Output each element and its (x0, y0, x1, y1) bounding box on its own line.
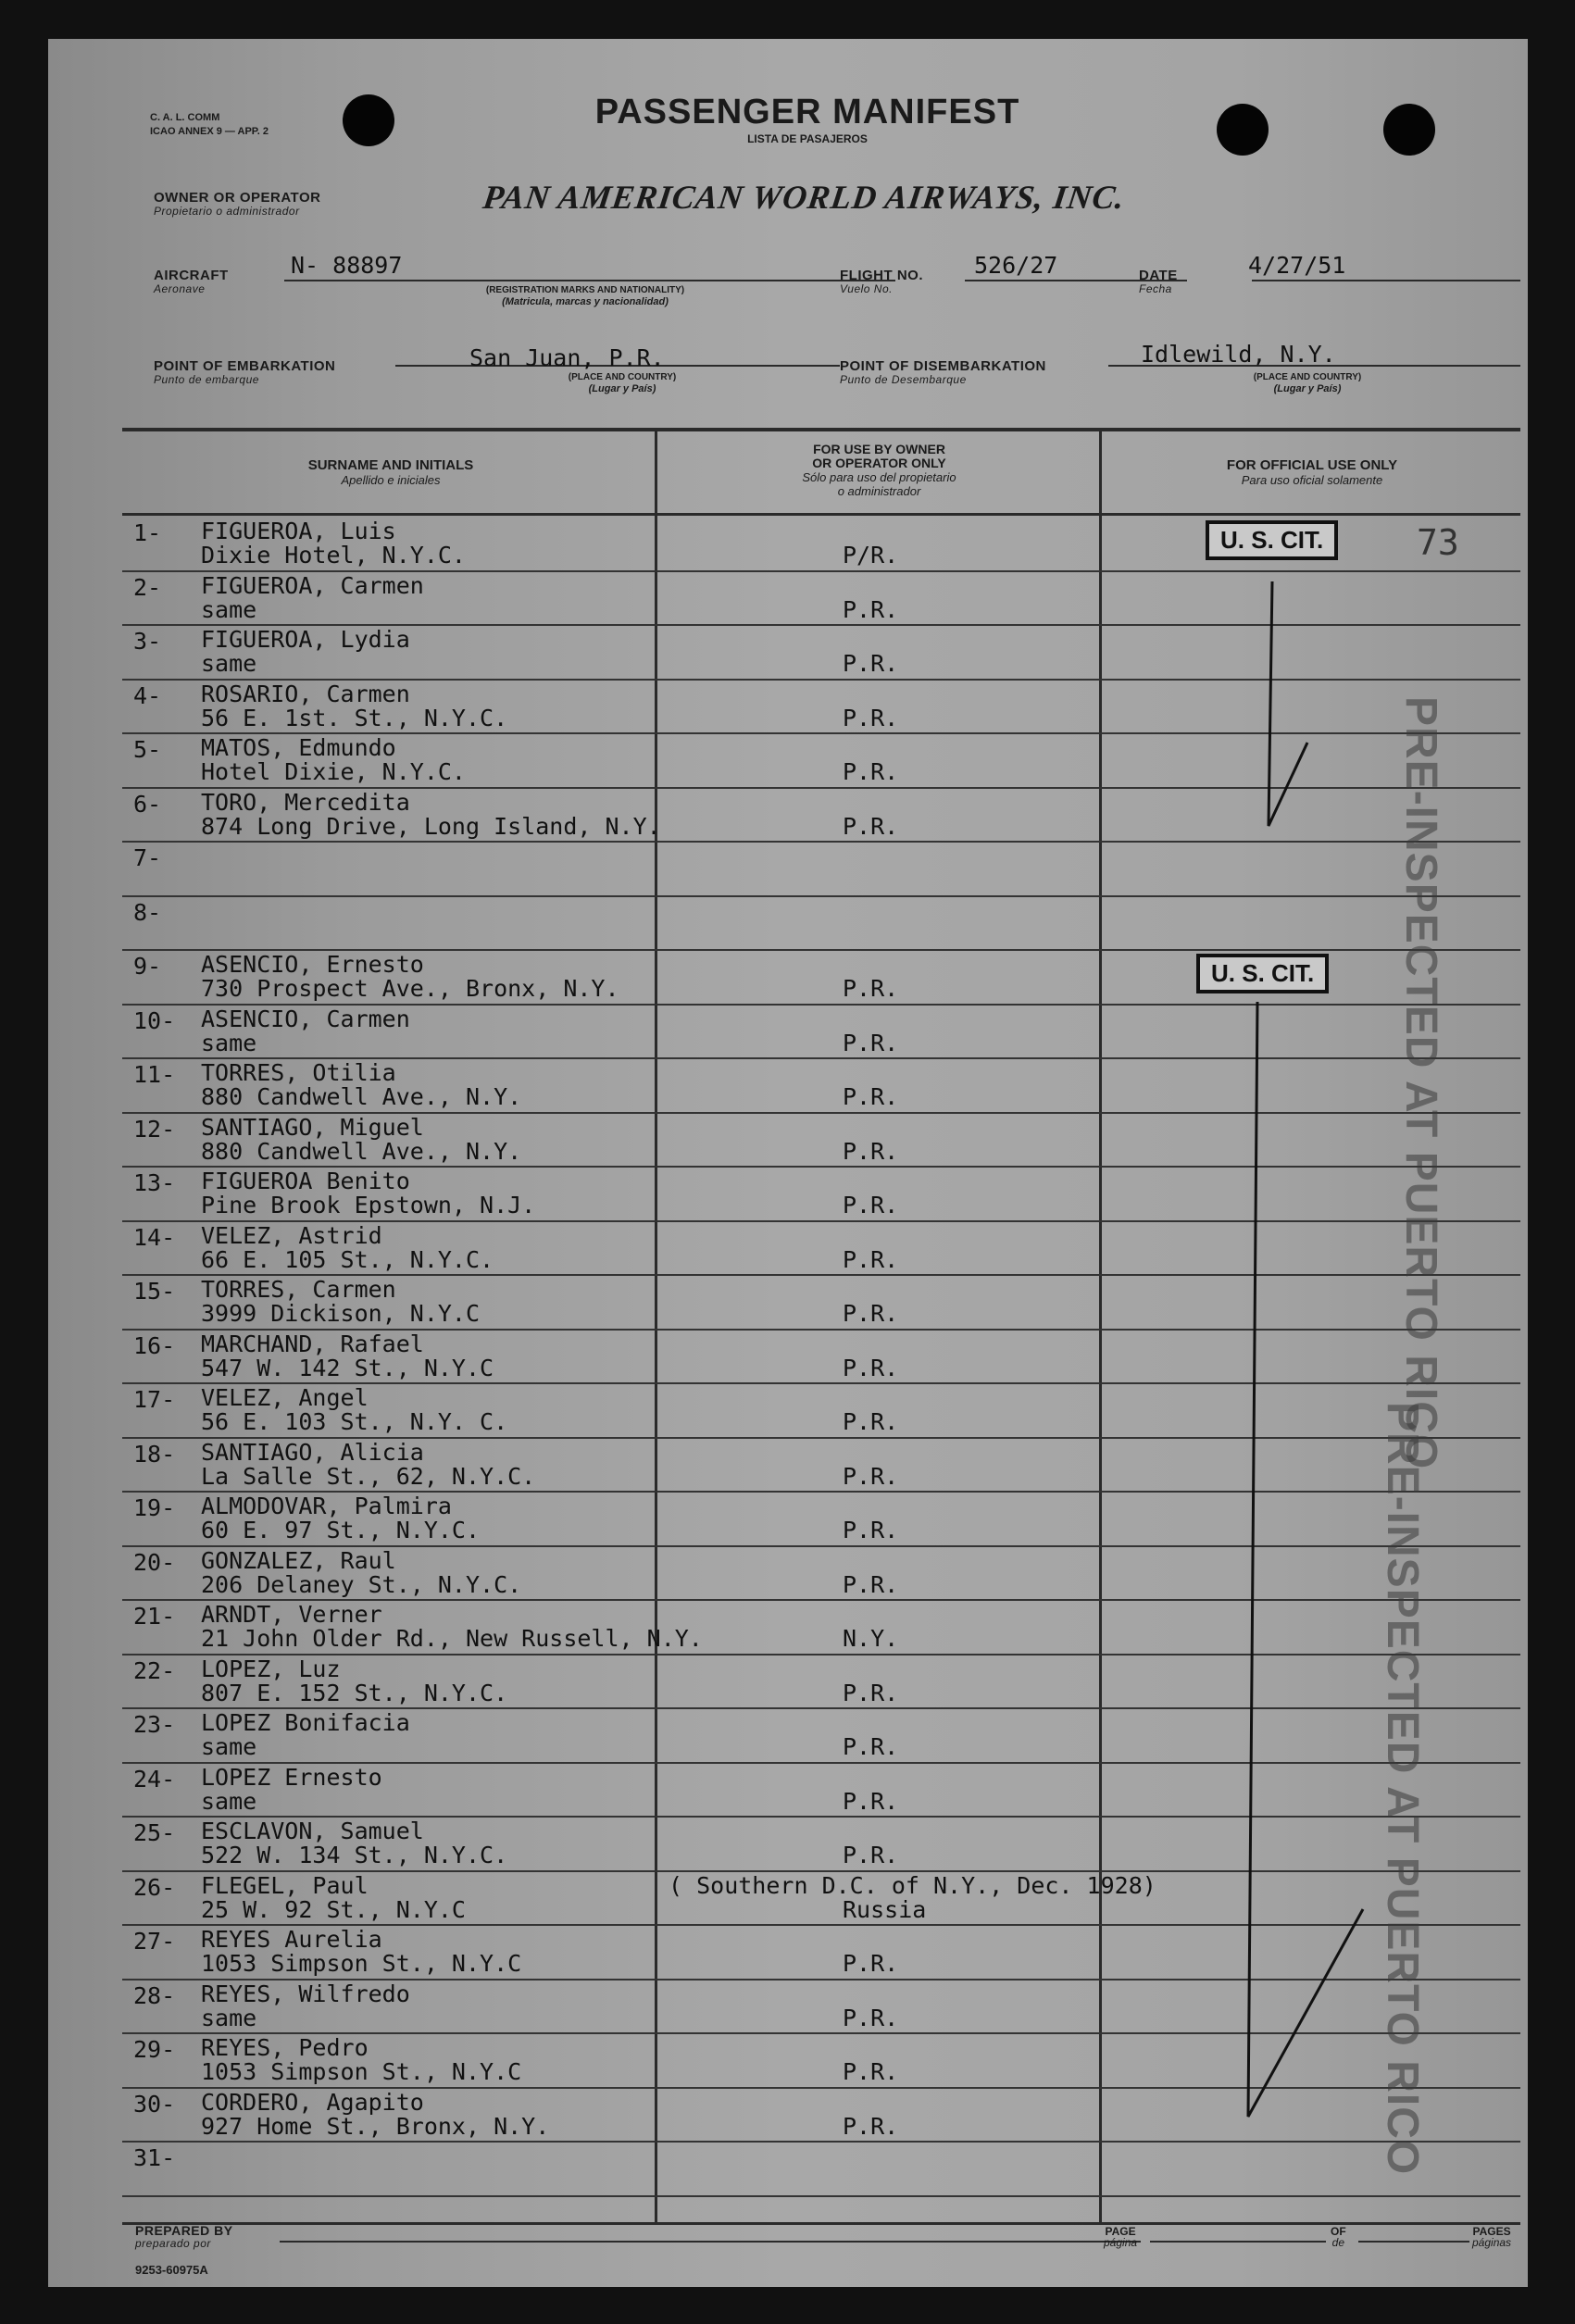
owner-label-en: OWNER OR OPERATOR (154, 190, 321, 206)
passenger-address: 880 Candwell Ave., N.Y. (201, 1083, 522, 1110)
of-label (1331, 2226, 1346, 2248)
passenger-origin: N.Y. (843, 1625, 899, 1652)
aircraft-value: N- 88897 (291, 252, 403, 279)
passenger-address: same (201, 1733, 257, 1760)
manifest-sheet (48, 39, 1528, 2287)
aircraft-label-en: AIRCRAFT (154, 268, 229, 283)
passenger-address: 56 E. 1st. St., N.Y.C. (201, 704, 508, 731)
passenger-origin: P.R. (843, 975, 899, 1002)
passenger-address: 56 E. 103 St., N.Y. C. (201, 1408, 508, 1435)
passenger-origin: P.R. (843, 1733, 899, 1760)
pages-label-en: PAGES (1472, 2225, 1511, 2238)
row-number: 7- (133, 844, 162, 871)
passenger-name: ROSARIO, Carmen (201, 680, 410, 707)
passenger-address: same (201, 595, 257, 623)
disembark-label-en: POINT OF DISEMBARKATION (840, 358, 1046, 374)
passenger-address: 206 Delaney St., N.Y.C. (201, 1570, 522, 1598)
passenger-name: TORRES, Carmen (201, 1276, 396, 1303)
passenger-name: MARCHAND, Rafael (201, 1330, 424, 1357)
passenger-origin: P.R. (843, 1300, 899, 1327)
page-label-en: PAGE (1105, 2225, 1136, 2238)
registration-note-es: (Matricula, marcas y nacionalidad) (502, 296, 669, 307)
passenger-origin: P.R. (843, 1462, 899, 1490)
row-number: 28- (133, 1981, 176, 2009)
passenger-name: VELEZ, Angel (201, 1384, 369, 1411)
passenger-address: 1053 Simpson St., N.Y.C (201, 1950, 522, 1977)
passenger-name: REYES Aurelia (201, 1926, 382, 1953)
prepared-by-label (135, 2224, 233, 2250)
check-mark-1 (1269, 581, 1307, 826)
passenger-address: 1053 Simpson St., N.Y.C (201, 2058, 522, 2085)
passenger-name: FLEGEL, Paul (201, 1871, 369, 1899)
passenger-origin: P.R. (843, 758, 899, 785)
disembark-label-es: Punto de Desembarque (840, 373, 967, 386)
row-number: 13- (133, 1169, 176, 1196)
row-number: 29- (133, 2036, 176, 2063)
row-number: 17- (133, 1386, 176, 1413)
passenger-origin: P.R. (843, 2004, 899, 2031)
date-label-es: Fecha (1139, 282, 1172, 295)
passenger-origin: P.R. (843, 1679, 899, 1706)
prepared-by-label-es: preparado por (135, 2237, 211, 2250)
pages-label (1472, 2226, 1511, 2248)
passenger-address: same (201, 2004, 257, 2031)
passenger-name: LOPEZ Ernesto (201, 1763, 382, 1791)
row-number: 24- (133, 1765, 176, 1793)
passenger-origin: P.R. (843, 1408, 899, 1435)
passenger-origin: P.R. (843, 1517, 899, 1543)
row-number: 8- (133, 898, 162, 926)
row-number: 5- (133, 736, 162, 763)
form-code-line1: C. A. L. COMM (150, 112, 220, 123)
pre-inspected-stamp-2: PRE-INSPECTED AT PUERTO RICO (1378, 1402, 1427, 2176)
registration-note-en: (REGISTRATION MARKS AND NATIONALITY) (485, 285, 685, 295)
row-number: 11- (133, 1061, 176, 1088)
passenger-origin: P.R. (843, 1570, 899, 1598)
prepared-by-rule (280, 2241, 1141, 2243)
passenger-name: LOPEZ, Luz (201, 1655, 341, 1682)
row-number: 9- (133, 953, 162, 980)
passenger-address: 25 W. 92 St., N.Y.C (201, 1895, 466, 1923)
page-rule (1150, 2241, 1326, 2243)
row-number: 21- (133, 1603, 176, 1630)
of-label-en: OF (1331, 2225, 1346, 2238)
passenger-name: SANTIAGO, Miguel (201, 1113, 424, 1141)
passenger-address: 927 Home St., Bronx, N.Y. (201, 2112, 550, 2140)
passenger-name: FIGUEROA Benito (201, 1168, 410, 1194)
row-number: 10- (133, 1006, 176, 1034)
page-label-es: página (1104, 2236, 1138, 2249)
naturalization-note: ( Southern D.C. of N.Y., Dec. 1928) (669, 1871, 1156, 1899)
passenger-name: LOPEZ Bonifacia (201, 1709, 410, 1736)
passenger-origin: P.R. (843, 650, 899, 677)
passenger-name: ASENCIO, Ernesto (201, 951, 424, 978)
passenger-address: Pine Brook Epstown, N.J. (201, 1192, 536, 1218)
form-code-line2: ICAO ANNEX 9 — APP. 2 (150, 126, 269, 137)
passenger-address: 60 E. 97 St., N.Y.C. (201, 1517, 481, 1543)
aircraft-label-es: Aeronave (154, 282, 206, 295)
row-number: 19- (133, 1494, 176, 1521)
row-number: 16- (133, 1331, 176, 1359)
pages-label-es: páginas (1472, 2236, 1512, 2249)
passenger-name: TORO, Mercedita (201, 788, 410, 816)
passenger-origin: P.R. (843, 1029, 899, 1056)
passenger-name: REYES, Wilfredo (201, 1980, 410, 2007)
row-number: 1- (133, 519, 162, 546)
passenger-name: FIGUEROA, Luis (201, 518, 396, 544)
passenger-origin: P.R. (843, 1083, 899, 1110)
passenger-name: CORDERO, Agapito (201, 2088, 424, 2116)
passenger-origin: P.R. (843, 1192, 899, 1218)
passenger-name: GONZALEZ, Raul (201, 1546, 396, 1574)
row-number: 20- (133, 1548, 176, 1576)
passenger-address: 880 Candwell Ave., N.Y. (201, 1137, 522, 1165)
passenger-origin: P.R. (843, 1137, 899, 1165)
passenger-address: 547 W. 142 St., N.Y.C (201, 1354, 494, 1381)
page-label (1104, 2226, 1137, 2248)
row-number: 4- (133, 681, 162, 709)
embark-value: San Juan, P.R. (469, 344, 665, 371)
disembark-value: Idlewild, N.Y. (1141, 341, 1336, 368)
passenger-address: 730 Prospect Ave., Bronx, N.Y. (201, 975, 619, 1002)
embark-label-en: POINT OF EMBARKATION (154, 358, 336, 374)
row-number: 25- (133, 1819, 176, 1846)
of-rule (1358, 2241, 1469, 2243)
passenger-name: VELEZ, Astrid (201, 1221, 382, 1249)
row-number: 31- (133, 2144, 176, 2171)
passenger-origin: P.R. (843, 1245, 899, 1273)
row-number: 15- (133, 1278, 176, 1305)
passenger-count: 73 (1417, 522, 1459, 563)
passenger-name: TORRES, Otilia (201, 1059, 396, 1086)
passenger-name: FIGUEROA, Carmen (201, 571, 424, 599)
passenger-address: 807 E. 152 St., N.Y.C. (201, 1679, 508, 1706)
passenger-origin: P.R. (843, 2058, 899, 2085)
col-operator-header-es2: o administrador (837, 484, 921, 498)
passenger-origin: P.R. (843, 595, 899, 623)
check-marks (48, 39, 1528, 2287)
embark-label-es: Punto de embarque (154, 373, 259, 386)
date-value: 4/27/51 (1248, 252, 1346, 279)
passenger-origin: P.R. (843, 812, 899, 840)
prepared-by-label-en: PREPARED BY (135, 2223, 233, 2238)
passenger-origin: P.R. (843, 1842, 899, 1868)
row-number: 2- (133, 573, 162, 601)
col-surname-header-en: SURNAME AND INITIALS (307, 457, 474, 473)
row-number: 30- (133, 2090, 176, 2118)
passenger-origin: P/R. (843, 542, 899, 569)
embark-place-note-en: (PLACE AND COUNTRY) (568, 372, 677, 382)
row-number: 12- (133, 1115, 176, 1143)
row-number: 22- (133, 1656, 176, 1684)
passenger-address: same (201, 1029, 257, 1056)
passenger-address: 874 Long Drive, Long Island, N.Y. (201, 812, 661, 840)
passenger-origin: P.R. (843, 704, 899, 731)
passenger-address: Hotel Dixie, N.Y.C. (201, 758, 466, 785)
passenger-origin: P.R. (843, 2112, 899, 2140)
passenger-address: 3999 Dickison, N.Y.C (201, 1300, 481, 1327)
passenger-origin: P.R. (843, 1787, 899, 1815)
passenger-name: SANTIAGO, Alicia (201, 1438, 424, 1466)
date-label-en: DATE (1139, 268, 1178, 283)
row-number: 3- (133, 628, 162, 655)
col-official-header-es: Para uso oficial solamente (1241, 473, 1383, 487)
passenger-name: FIGUEROA, Lydia (201, 626, 410, 653)
passenger-address: La Salle St., 62, N.Y.C. (201, 1462, 536, 1490)
check-mark-2 (1248, 1002, 1363, 2117)
passenger-name: ARNDT, Verner (201, 1601, 382, 1628)
passenger-name: ALMODOVAR, Palmira (201, 1493, 452, 1519)
passenger-name: REYES, Pedro (201, 2034, 369, 2061)
passenger-name: MATOS, Edmundo (201, 734, 396, 761)
row-number: 23- (133, 1711, 176, 1738)
flight-label-es: Vuelo No. (840, 282, 893, 295)
passenger-address: same (201, 650, 257, 677)
passenger-origin: P.R. (843, 1950, 899, 1977)
col-official-header-en: FOR OFFICIAL USE ONLY (1226, 457, 1398, 473)
airline-name: PAN AMERICAN WORLD AIRWAYS, INC. (481, 179, 1128, 216)
disembark-place-note-en: (PLACE AND COUNTRY) (1253, 372, 1362, 382)
pre-inspected-stamp-1: PRE-INSPECTED AT PUERTO RICO (1396, 696, 1445, 1470)
col-operator-header-es1: Sólo para uso del propietario (802, 470, 956, 484)
row-number: 27- (133, 1928, 176, 1955)
owner-label-es: Propietario o administrador (154, 205, 300, 218)
passenger-origin: Russia (843, 1895, 927, 1923)
passenger-address: Dixie Hotel, N.Y.C. (201, 542, 466, 569)
row-number: 6- (133, 790, 162, 818)
page-title: PASSENGER MANIFEST (594, 93, 1020, 131)
passenger-address: 522 W. 134 St., N.Y.C. (201, 1842, 508, 1868)
us-citizen-stamp-1: U. S. CIT. (1206, 520, 1338, 560)
col-surname-header-es: Apellido e iniciales (341, 473, 441, 487)
passenger-address: 66 E. 105 St., N.Y.C. (201, 1245, 494, 1273)
passenger-name: ASENCIO, Carmen (201, 1005, 410, 1032)
passenger-origin: P.R. (843, 1354, 899, 1381)
col-operator-header-en2: OR OPERATOR ONLY (812, 456, 946, 470)
passenger-address: 21 John Older Rd., New Russell, N.Y. (201, 1625, 703, 1652)
col-operator-header-en1: FOR USE BY OWNER (813, 442, 945, 456)
passenger-name: ESCLAVON, Samuel (201, 1818, 424, 1844)
flight-label-en: FLIGHT NO. (840, 268, 923, 283)
flight-value: 526/27 (974, 252, 1058, 279)
form-number: 9253-60975A (135, 2263, 208, 2277)
row-number: 18- (133, 1440, 176, 1468)
row-number: 14- (133, 1223, 176, 1251)
embark-place-note-es: (Lugar y País) (588, 383, 656, 394)
us-citizen-stamp-2: U. S. CIT. (1196, 954, 1329, 993)
of-label-es: de (1331, 2236, 1345, 2249)
page-subtitle: LISTA DE PASAJEROS (747, 132, 868, 145)
passenger-address: same (201, 1787, 257, 1815)
row-number: 26- (133, 1873, 176, 1901)
disembark-place-note-es: (Lugar y País) (1273, 383, 1342, 394)
